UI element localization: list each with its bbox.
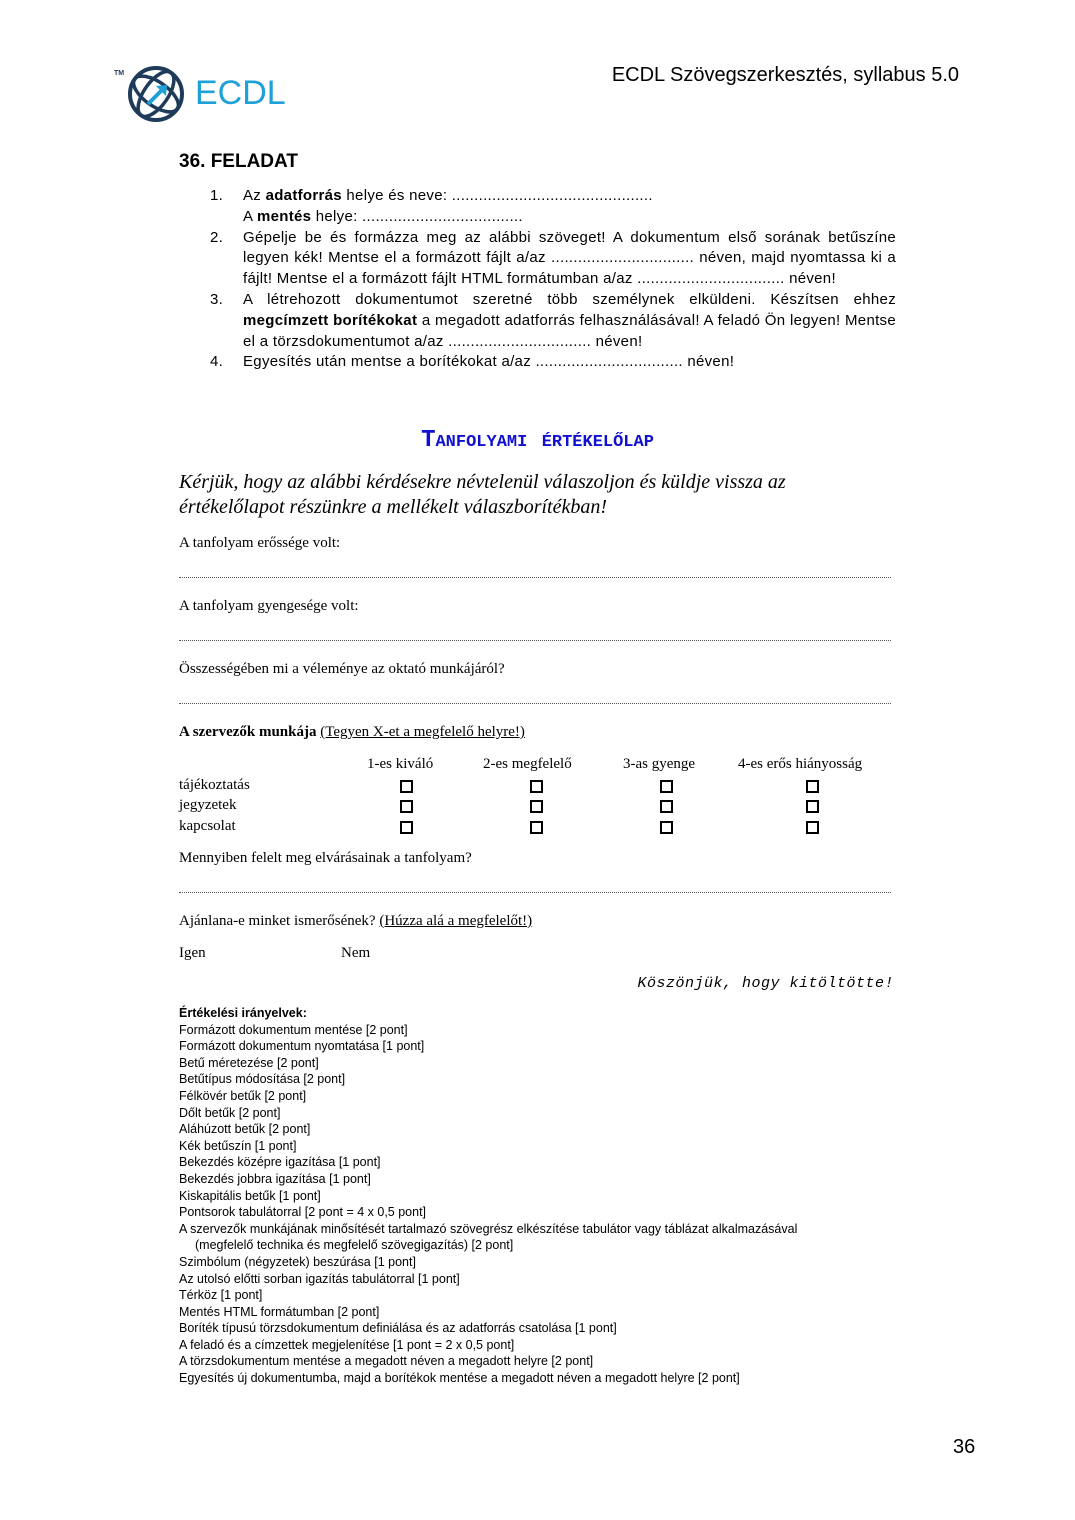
- criteria-item: Kék betűszín [1 pont]: [179, 1138, 297, 1153]
- criteria-item: Bekezdés középre igazítása [1 pont]: [179, 1155, 381, 1170]
- answer-line-instructor[interactable]: [179, 701, 891, 704]
- rating-column-4: 4-es erős hiányosság: [738, 756, 863, 772]
- criteria-item: Aláhúzott betűk [2 pont]: [179, 1122, 311, 1137]
- task-number: 4.: [210, 353, 224, 371]
- criteria-item-continuation: (megfelelő technika és megfelelő szövegigazítás) [2 pont]: [195, 1238, 514, 1253]
- criteria-heading: Értékelési irányelvek:: [179, 1006, 307, 1020]
- task-item: [210, 290, 896, 352]
- criteria-item: A törzsdokumentum mentése a megadott néven a megadott helyre [2 pont]: [179, 1354, 594, 1369]
- task-item: [210, 186, 896, 228]
- question-instructor: Összességében mi a véleménye az oktató munkájáról?: [179, 661, 505, 677]
- answer-no[interactable]: Nem: [341, 945, 371, 961]
- rating-row-label: tájékoztatás: [179, 777, 250, 793]
- rating-checkbox[interactable]: [660, 800, 673, 813]
- ecdl-logo: [114, 64, 294, 124]
- rating-column-1: 1-es kiváló: [367, 756, 434, 772]
- organizers-heading: [179, 724, 525, 741]
- rating-checkbox[interactable]: [660, 780, 673, 793]
- globe-arrow-icon: [126, 64, 186, 124]
- form-title: Tanfolyami értékelőlap: [421, 427, 654, 454]
- rating-checkbox[interactable]: [530, 780, 543, 793]
- recommend-question: [179, 913, 532, 930]
- rating-checkbox[interactable]: [660, 821, 673, 834]
- criteria-item: Bekezdés jobbra igazítása [1 pont]: [179, 1171, 371, 1186]
- criteria-item: Formázott dokumentum nyomtatása [1 pont]: [179, 1039, 425, 1054]
- answer-line-strength[interactable]: [179, 575, 891, 578]
- recommend-hint: (Húzza alá a megfelelőt!): [379, 913, 533, 929]
- rating-checkbox[interactable]: [530, 821, 543, 834]
- criteria-item: Térköz [1 pont]: [179, 1288, 263, 1303]
- task-number: 2.: [210, 228, 224, 246]
- criteria-item: Betűtípus módosítása [2 pont]: [179, 1072, 346, 1087]
- task-item: [210, 228, 896, 290]
- question-expectations: Mennyiben felelt meg elvárásainak a tanfolyam?: [179, 850, 472, 866]
- task-list: [210, 186, 896, 373]
- question-strength: A tanfolyam erőssége volt:: [179, 535, 341, 551]
- task-item: [210, 352, 896, 373]
- rating-checkbox[interactable]: [806, 780, 819, 793]
- criteria-item: Kiskapitális betűk [1 pont]: [179, 1188, 321, 1203]
- answer-line-expectations[interactable]: [179, 890, 891, 893]
- task-heading: 36. FELADAT: [179, 151, 298, 172]
- task-text: Egyesítés után mentse a borítékokat a/az ................................. néven!: [243, 353, 735, 371]
- rating-checkbox[interactable]: [806, 800, 819, 813]
- task-number: 1.: [210, 187, 224, 204]
- rating-checkbox[interactable]: [400, 821, 413, 834]
- task-text: Gépelje be és formázza meg az alábbi szöveget! A dokumentum első sorának betűszíne legyen kék! Mentse el a formázott fájlt a/az ................................ néven, majd nyomtassa ki a fájlt! Mentse el a formázott fájlt HTML formátumban a/az ................................. néven!: [243, 228, 896, 288]
- rating-checkbox[interactable]: [400, 780, 413, 793]
- thanks-note: Köszönjük, hogy kitöltötte!: [637, 975, 894, 992]
- rating-column-2: 2-es megfelelő: [483, 756, 572, 772]
- rating-row-label: jegyzetek: [179, 797, 237, 813]
- criteria-item: Szimbólum (négyzetek) beszúrása [1 pont]: [179, 1254, 416, 1269]
- document-header-title: ECDL Szövegszerkesztés, syllabus 5.0: [611, 64, 959, 86]
- criteria-item: A feladó és a címzettek megjelenítése [1 pont = 2 x 0,5 pont]: [179, 1337, 515, 1352]
- recommend-label: Ajánlana-e minket ismerősének?: [179, 913, 376, 929]
- logo-wordmark: ECDL: [195, 74, 286, 112]
- task-number: 3.: [210, 290, 224, 308]
- criteria-item: Pontsorok tabulátorral [2 pont = 4 x 0,5 pont]: [179, 1205, 427, 1220]
- criteria-item: Mentés HTML formátumban [2 pont]: [179, 1304, 380, 1319]
- page-number: 36: [953, 1436, 976, 1458]
- rating-checkbox[interactable]: [400, 800, 413, 813]
- criteria-item: A szervezők munkájának minősítését tartalmazó szövegrész elkészítése tabulátor vagy táblázat alkalmazásával: [179, 1221, 798, 1236]
- criteria-item: Félkövér betűk [2 pont]: [179, 1088, 307, 1103]
- criteria-item: Formázott dokumentum mentése [2 pont]: [179, 1022, 408, 1037]
- organizers-label: A szervezők munkája: [179, 724, 317, 740]
- criteria-item: Egyesítés új dokumentumba, majd a borítékok mentése a megadott néven a megadott helyre [2 pont]: [179, 1371, 740, 1386]
- rating-column-3: 3-as gyenge: [623, 756, 696, 772]
- task-text: A létrehozott dokumentumot szeretné több személynek elküldeni. Készítsen ehhez megcímzett borítékokat a megadott adatforrás felhasználásával! A feladó Ön legyen! Mentse el a törzsdokumentumot a/az ................................ néven!: [243, 290, 896, 350]
- criteria-item: Boríték típusú törzsdokumentum definiálása és az adatforrás csatolása [1 pont]: [179, 1321, 617, 1336]
- form-intro: Kérjük, hogy az alábbi kérdésekre névtelenül válaszoljon és küldje vissza az értékelőlapot részünkre a mellékelt válaszborítékban!: [179, 471, 786, 518]
- criteria-item: Betű méretezése [2 pont]: [179, 1055, 319, 1070]
- criteria-item: Dőlt betűk [2 pont]: [179, 1105, 281, 1120]
- criteria-item: Az utolsó előtti sorban igazítás tabulátorral [1 pont]: [179, 1271, 460, 1286]
- rating-row-label: kapcsolat: [179, 818, 236, 834]
- rating-checkbox[interactable]: [806, 821, 819, 834]
- trademark-mark: TM: [114, 70, 125, 77]
- answer-line-weakness[interactable]: [179, 638, 891, 641]
- answer-yes[interactable]: Igen: [179, 945, 206, 961]
- evaluation-criteria: [179, 1005, 909, 1387]
- organizers-hint: (Tegyen X-et a megfelelő helyre!): [320, 724, 525, 740]
- task-text: Az adatforrás helye és neve: ............................................. A mentés helye: ....................................: [243, 187, 653, 225]
- rating-checkbox[interactable]: [530, 800, 543, 813]
- question-weakness: A tanfolyam gyengesége volt:: [179, 598, 359, 614]
